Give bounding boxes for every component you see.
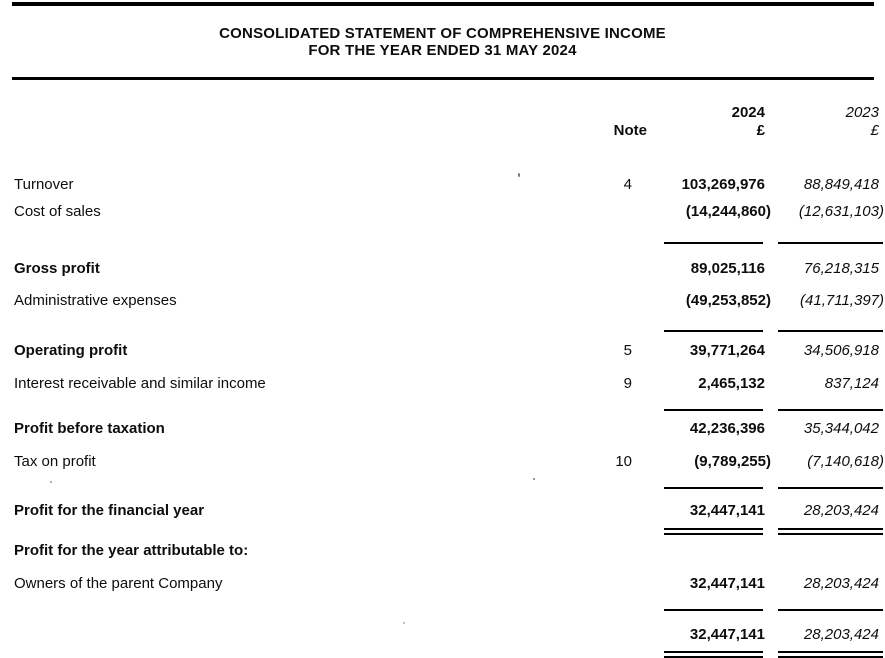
subtotal-rule-2024: [664, 409, 763, 411]
note-cell: 4: [623, 176, 632, 193]
subtotal-rule-2024: [664, 242, 763, 244]
subtotal-rule-2023: [778, 330, 883, 332]
subtotal-rule-row: [12, 242, 885, 244]
total-double-rule-2023: [778, 528, 883, 535]
amount-2024: 32,447,141: [689, 626, 765, 643]
amount-2024: 42,236,396: [689, 420, 765, 437]
rule-cell: [662, 330, 773, 332]
subtotal-rule-row: [12, 409, 885, 411]
row-label: Interest receivable and similar income: [14, 375, 266, 392]
rule-cell: [662, 528, 773, 535]
rule-cell: [773, 528, 885, 535]
row-label: Tax on profit: [14, 453, 96, 470]
row-total-attributable: [12, 626, 885, 644]
subtotal-rule-2023: [778, 487, 883, 489]
row-operating-profit: [12, 342, 885, 360]
column-header-row-years: [12, 104, 885, 122]
column-header-row-currency: [12, 122, 885, 140]
amount-2024: (9,789,255): [694, 453, 771, 470]
rule-cell: [773, 409, 885, 411]
row-turnover: [12, 176, 885, 194]
amount-2024: 32,447,141: [689, 575, 765, 592]
row-tax-on-profit: [12, 453, 885, 471]
row-label: Turnover: [14, 176, 74, 193]
page-title: [0, 25, 885, 59]
amount-2023: 35,344,042: [803, 420, 879, 437]
subtotal-rule-2023: [778, 242, 883, 244]
amount-2024: 32,447,141: [689, 502, 765, 519]
rule-cell: [773, 330, 885, 332]
scan-artifact: [403, 622, 405, 624]
rule-cell: [662, 487, 773, 489]
scan-artifact: [533, 478, 535, 480]
amount-2023: 28,203,424: [803, 502, 879, 519]
rule-cell: [773, 242, 885, 244]
amount-2023: (41,711,397): [800, 292, 884, 309]
row-label: Profit for the financial year: [14, 502, 205, 519]
total-double-rule-2023: [778, 651, 883, 658]
column-header-note: Note: [613, 122, 647, 139]
row-label: Profit for the year attributable to:: [14, 542, 249, 559]
rule-cell: [662, 651, 773, 658]
row-profit-before-taxation: [12, 420, 885, 438]
total-double-rule-2024: [664, 651, 763, 658]
amount-2023: (7,140,618): [807, 453, 884, 470]
rule-cell: [773, 487, 885, 489]
currency-header-2024: £: [756, 122, 765, 139]
amount-2024: (14,244,860): [685, 203, 771, 220]
rule-cell: [662, 242, 773, 244]
note-cell: 5: [623, 342, 632, 359]
subtotal-rule-2023: [778, 409, 883, 411]
row-label: Gross profit: [14, 260, 100, 277]
rule-cell: [773, 651, 885, 658]
row-label: Cost of sales: [14, 203, 101, 220]
scan-artifact: [518, 173, 520, 177]
amount-2024: 2,465,132: [698, 375, 765, 392]
row-cost-of-sales: [12, 203, 885, 221]
amount-2023: 28,203,424: [803, 626, 879, 643]
double-rule-row: [12, 651, 885, 658]
amount-2023: 34,506,918: [803, 342, 879, 359]
amount-2023: 88,849,418: [803, 176, 879, 193]
row-label: Administrative expenses: [14, 292, 177, 309]
subtotal-rule-row: [12, 609, 885, 611]
total-double-rule-2024: [664, 528, 763, 535]
amount-2024: 39,771,264: [689, 342, 765, 359]
amount-2024: 89,025,116: [690, 260, 765, 277]
row-label: Profit before taxation: [14, 420, 165, 437]
amount-2023: (12,631,103): [798, 203, 884, 220]
subtotal-rule-2024: [664, 330, 763, 332]
amount-2024: (49,253,852): [685, 292, 771, 309]
page-title-line1: CONSOLIDATED STATEMENT OF COMPREHENSIVE INCOME: [219, 25, 666, 42]
row-profit-for-year: [12, 502, 885, 520]
subtotal-rule-row: [12, 487, 885, 489]
note-cell: 10: [615, 453, 632, 470]
rule-cell: [662, 409, 773, 411]
subtotal-rule-2024: [664, 609, 763, 611]
rule-cell: [773, 609, 885, 611]
currency-header-2023: £: [870, 122, 879, 139]
subtotal-rule-2023: [778, 609, 883, 611]
row-administrative-expenses: [12, 292, 885, 310]
row-gross-profit: [12, 260, 885, 278]
top-page-rule: [12, 2, 874, 6]
row-interest-receivable: [12, 375, 885, 393]
amount-2023: 837,124: [824, 375, 879, 392]
amount-2024: 103,269,976: [681, 176, 765, 193]
amount-2023: 28,203,424: [803, 575, 879, 592]
subtotal-rule-2024: [664, 487, 763, 489]
amount-2023: 76,218,315: [803, 260, 879, 277]
scan-artifact: [50, 481, 52, 483]
header-page-rule: [12, 77, 874, 80]
subtotal-rule-row: [12, 330, 885, 332]
rule-cell: [662, 609, 773, 611]
row-attributable-heading: [12, 542, 885, 560]
row-label: Operating profit: [14, 342, 128, 359]
note-cell: 9: [623, 375, 632, 392]
page-title-line2: FOR THE YEAR ENDED 31 MAY 2024: [308, 42, 577, 59]
double-rule-row: [12, 528, 885, 535]
column-header-2024: 2024: [731, 104, 765, 121]
row-label: Owners of the parent Company: [14, 575, 223, 592]
row-owners-parent-company: [12, 575, 885, 593]
column-header-2023: 2023: [845, 104, 879, 121]
